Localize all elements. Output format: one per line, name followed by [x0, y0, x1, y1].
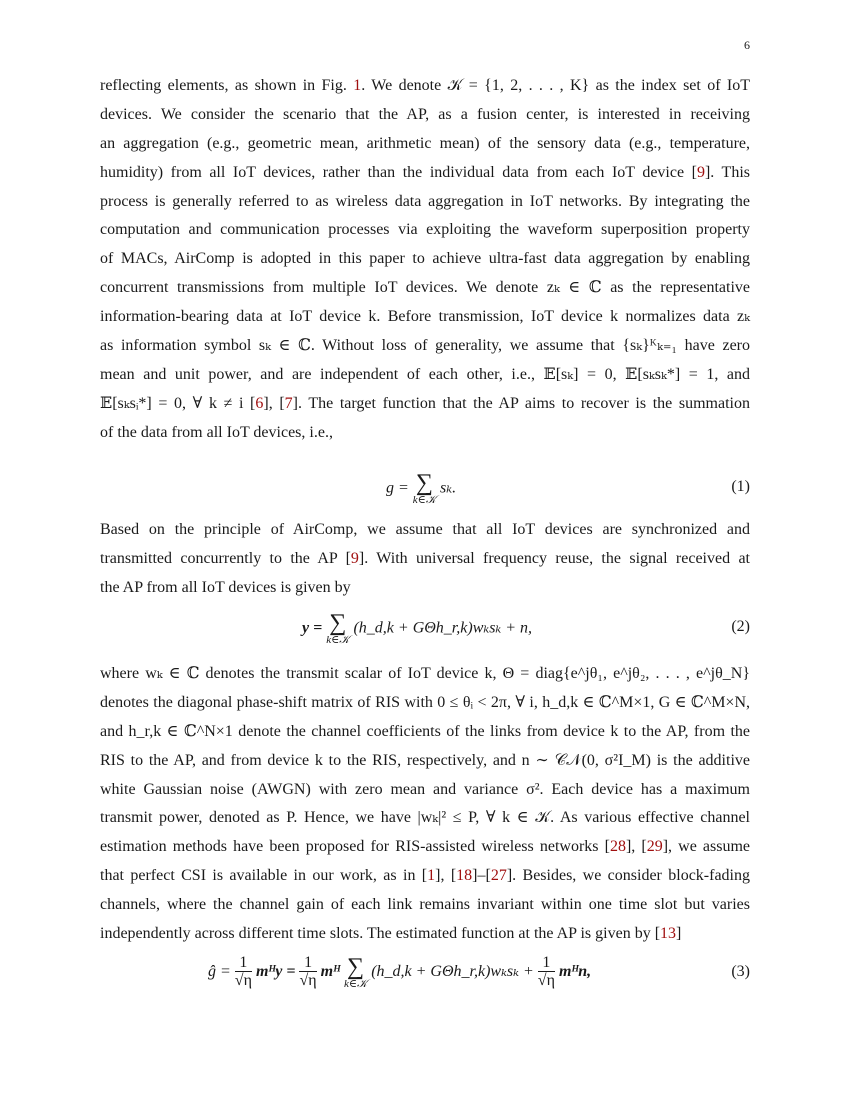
equation-number-3: (3) — [731, 963, 750, 980]
paragraph-channel-model — [100, 660, 750, 949]
equation-1-body — [386, 472, 456, 506]
sum-symbol: ∑ k∈𝒦 — [412, 470, 437, 506]
text-line: that perfect CSI is available in our work, as in [1], [18]–[27]. Besides, we consider block-fading — [100, 867, 751, 885]
text-line: RIS to the AP, and from device k to the RIS, respectively, and n ∼ 𝒞𝒩(0, σ²I_M) is the additive — [100, 751, 750, 769]
text-line: transmit power, denoted as P. Hence, we have |wₖ|² ≤ P, ∀ k ∈ 𝒦. As various effective channel — [100, 809, 750, 827]
text-line: and h_r,k ∈ ℂ^N×1 denote the channel coefficients of the links from device k to the AP, from the — [100, 722, 750, 740]
equation-3-body — [208, 955, 591, 990]
sum-symbol: ∑ k∈𝒦 — [343, 953, 368, 990]
equation-3 — [100, 955, 750, 1005]
text-line: denotes the diagonal phase-shift matrix of RIS with 0 ≤ θᵢ < 2π, ∀ i, h_d,k ∈ ℂ^M×1, G ∈ ℂ^M×N, — [100, 693, 750, 711]
eq3-term1: mᴴy = — [255, 963, 296, 981]
text-line: mean and unit power, and are independent of each other, i.e., 𝔼[sₖ] = 0, 𝔼[sₖsₖ*] = 1, and — [100, 365, 750, 383]
paragraph-intro — [100, 72, 750, 448]
eq3-term2: mᴴ — [320, 963, 340, 981]
equation-2 — [100, 612, 750, 658]
text-line: as information symbol sₖ ∈ ℂ. Without loss of generality, we assume that {sₖ}ᴷₖ₌₁ have zero — [100, 337, 750, 355]
sum-symbol: ∑ k∈𝒦 — [326, 610, 350, 646]
eq3-term3: (h_d,k + GΘh_r,k)wₖsₖ + — [371, 963, 534, 981]
equation-number-1: (1) — [731, 478, 750, 495]
fraction: $\frac{1}{√\eta}$ — [234, 954, 252, 989]
fraction: $\frac{1}{√\eta}$ — [537, 954, 555, 989]
eq1-rhs: sₖ. — [440, 479, 457, 497]
text-line: white Gaussian noise (AWGN) with zero mean and variance σ². Each device has a maximum — [100, 780, 750, 798]
eq3-term4: mᴴn, — [558, 963, 592, 981]
text-line: reflecting elements, as shown in Fig. 1. We denote 𝒦 = {1, 2, . . . , K} as the index set of IoT — [100, 77, 751, 94]
text-line: of MACs, AirComp is adopted in this paper to achieve ultra-fast data aggregation by enabling — [100, 250, 750, 268]
text-line: Based on the principle of AirComp, we assume that all IoT devices are synchronized and — [100, 521, 750, 538]
text-line: channels, where the channel gain of each link remains invariant within one time slot but varies — [100, 896, 750, 914]
text-line: estimation methods have been proposed for RIS-assisted wireless networks [28], [29], we assume — [100, 838, 750, 856]
text-line: process is generally referred to as wireless data aggregation in IoT networks. By integrating the — [100, 192, 750, 210]
text-line: information-bearing data at IoT device k. Before transmission, IoT device k normalizes data zₖ — [100, 308, 750, 326]
eq3-lhs: ĝ = — [208, 963, 231, 981]
text-line: transmitted concurrently to the AP [9]. With universal frequency reuse, the signal received at — [100, 549, 750, 567]
page-number: 6 — [744, 38, 750, 52]
text-line: of the data from all IoT devices, i.e., — [100, 423, 333, 441]
equation-1 — [100, 472, 750, 518]
text-line: computation and communication processes via exploiting the waveform superposition property — [100, 221, 750, 239]
equation-number-2: (2) — [731, 618, 750, 635]
text-line: concurrent transmissions from multiple IoT devices. We denote zₖ ∈ ℂ as the representative — [100, 279, 750, 297]
fraction: $\frac{1}{√\eta}$ — [299, 954, 317, 989]
eq1-lhs: g = — [386, 479, 409, 497]
eq2-rhs: (h_d,k + GΘh_r,k)wₖsₖ + n, — [353, 619, 533, 637]
paragraph-signal-model — [100, 516, 750, 603]
text-line: the AP from all IoT devices is given by — [100, 578, 351, 596]
text-line: 𝔼[sₖsᵢ*] = 0, ∀ k ≠ i [6], [7]. The target function that the AP aims to recover is the summation — [100, 394, 750, 412]
text-line: an aggregation (e.g., geometric mean, arithmetic mean) of the sensory data (e.g., temperature, — [100, 134, 750, 152]
text-line: humidity) from all IoT devices, rather than the individual data from each IoT device [9]. This — [100, 163, 751, 181]
text-line: devices. We consider the scenario that the AP, as a fusion center, is interested in receiving — [100, 105, 750, 123]
text-line: independently across different time slots. The estimated function at the AP is given by [13] — [100, 925, 682, 943]
eq2-lhs: y = — [302, 619, 323, 637]
equation-2-body — [302, 612, 532, 646]
text-line: where wₖ ∈ ℂ denotes the transmit scalar of IoT device k, Θ = diag{e^jθ₁, e^jθ₂, . . . , e^jθ_N} — [100, 665, 750, 682]
